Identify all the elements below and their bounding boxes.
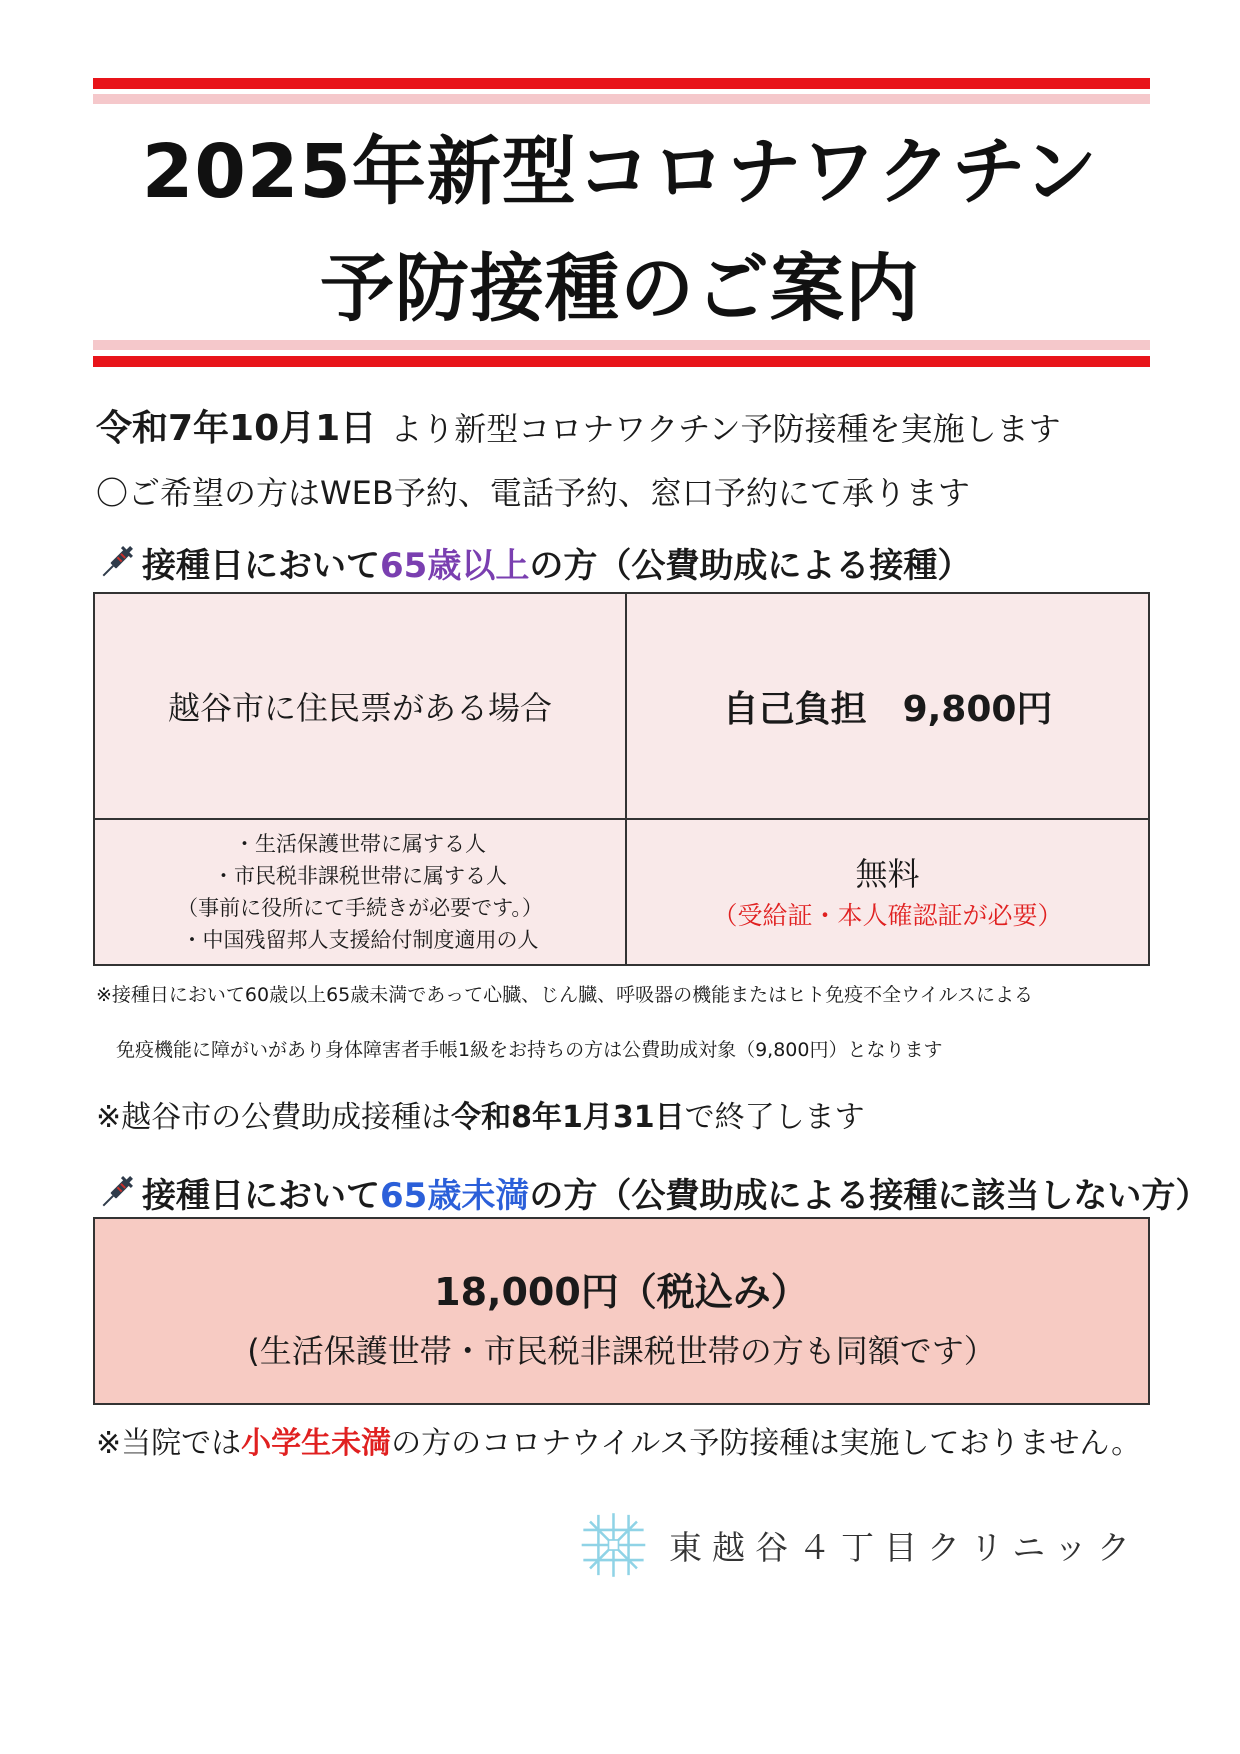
- section1-heading-post: の方（公費助成による接種）: [529, 546, 972, 586]
- clinic-logo-mark-icon: [580, 1505, 647, 1585]
- fee-exempt: [626, 819, 1149, 965]
- age-restriction-note: [96, 1418, 1141, 1462]
- top-pink-bar: [93, 94, 1150, 104]
- table-row: [94, 593, 1149, 819]
- age-note-pre: ※当院では: [96, 1426, 242, 1461]
- start-date-text: より新型コロナワクチン予防接種を実施します: [390, 410, 1061, 448]
- section1-heading: [96, 538, 971, 587]
- list-item: ・中国残留邦人支援給付制度適用の人: [181, 928, 539, 952]
- reservation-info: 〇ご希望の方はWEB予約、電話予約、窓口予約にて承ります: [96, 474, 970, 512]
- end-date: 令和8年1月31日: [451, 1100, 685, 1135]
- end-date-note: [96, 1092, 865, 1136]
- clinic-name: 東越谷４丁目クリニック: [668, 1527, 1140, 1567]
- fee-free-label: 無料: [855, 855, 920, 893]
- bottom-pink-bar: [93, 340, 1150, 350]
- top-red-bar: [93, 78, 1150, 89]
- under65-price: 18,000円（税込み）: [434, 1270, 809, 1314]
- section2-heading-pre: 接種日において: [142, 1176, 380, 1216]
- section2-heading-post: の方（公費助成による接種に該当しない方）: [529, 1176, 1210, 1216]
- under65-price-note: (生活保護世帯・市民税非課税世帯の方も同額です）: [247, 1332, 996, 1370]
- end-date-note-post: で終了します: [684, 1100, 865, 1135]
- note-line-2: 免疫機能に障がいがあり身体障害者手帳1級をお持ちの方は公費助成対象（9,800円）となります: [116, 1039, 943, 1061]
- syringe-icon: [96, 543, 136, 583]
- fee-free-note: （受給証・本人確認証が必要）: [712, 901, 1063, 930]
- age-note-accent: 小学生未満: [241, 1426, 392, 1461]
- note-line-1: ※接種日において60歳以上65歳未満であって心臓、じん臓、呼吸器の機能またはヒト免疫不全ウイルスによる: [96, 984, 1033, 1006]
- condition-exempt-list: [94, 819, 626, 965]
- list-item: （事前に役所にて手続きが必要です。）: [177, 896, 543, 920]
- syringe-icon: [96, 1173, 136, 1213]
- start-date: 令和7年10月1日: [96, 408, 377, 449]
- page-title-line1: 2025年新型コロナワクチン: [141, 129, 1099, 215]
- section2-heading-accent: 65歳未満: [380, 1176, 530, 1216]
- condition-resident: 越谷市に住民票がある場合: [94, 593, 626, 819]
- clinic-logo: [580, 1505, 1140, 1585]
- intro-date-line: [96, 400, 1061, 451]
- list-item: ・市民税非課税世帯に属する人: [213, 864, 507, 888]
- section1-heading-pre: 接種日において: [142, 546, 380, 586]
- age-note-post: の方のコロナウイルス予防接種は実施しておりません。: [391, 1426, 1142, 1461]
- table-row: [94, 819, 1149, 965]
- end-date-note-pre: ※越谷市の公費助成接種は: [96, 1100, 452, 1135]
- page-title-line2: 予防接種のご案内: [320, 246, 920, 332]
- section2-heading: [96, 1168, 1209, 1217]
- fee-table: [93, 592, 1150, 966]
- bottom-red-bar: [93, 356, 1150, 367]
- under65-price-box: [93, 1217, 1150, 1405]
- fee-resident: 自己負担 9,800円: [626, 593, 1149, 819]
- section1-heading-accent: 65歳以上: [380, 546, 530, 586]
- list-item: ・生活保護世帯に属する人: [234, 832, 486, 856]
